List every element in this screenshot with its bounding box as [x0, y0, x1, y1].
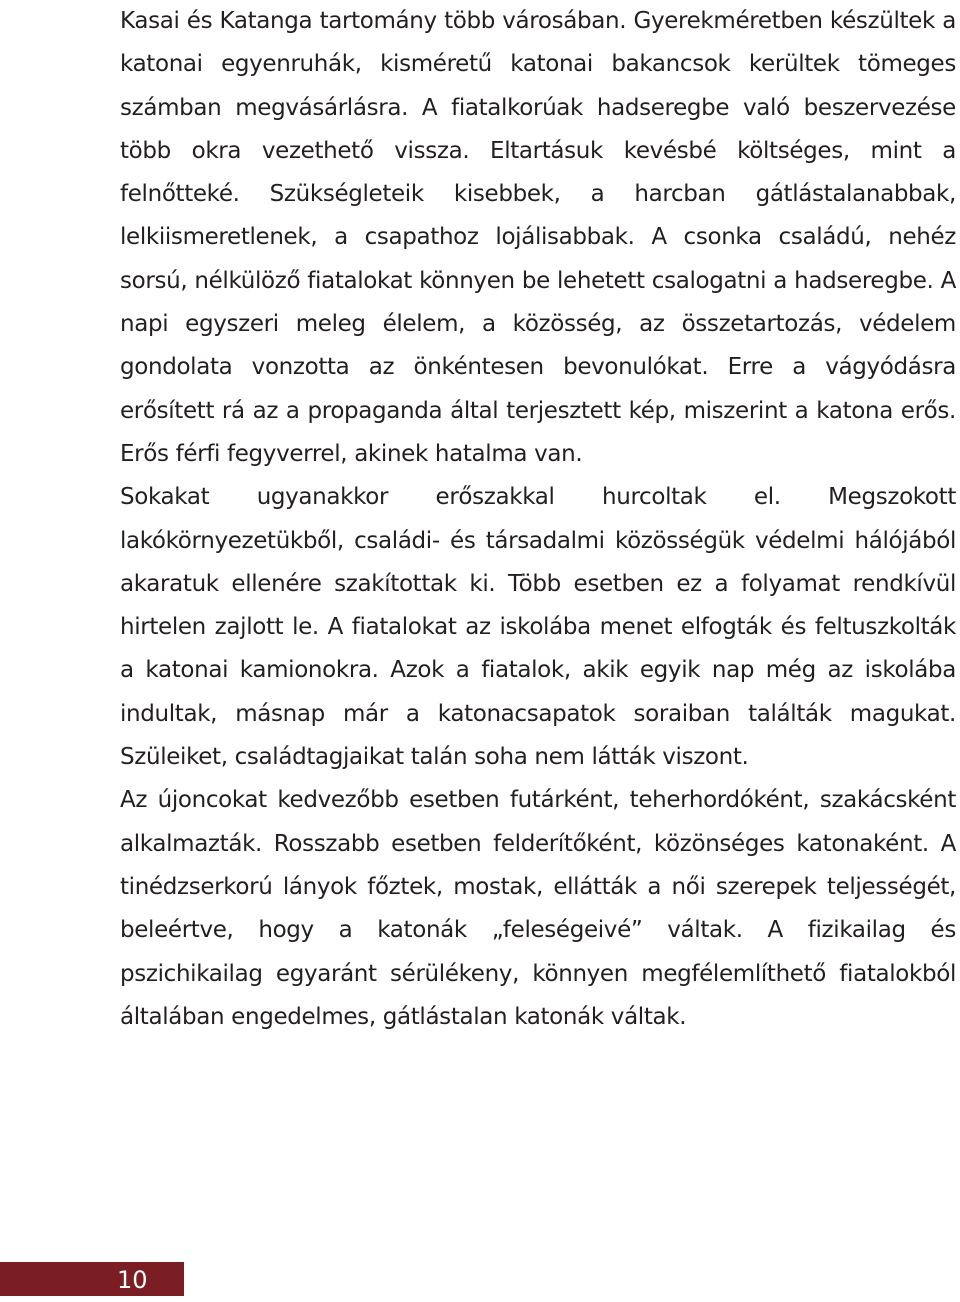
paragraph: Kasai és Katanga tartomány több városában. Gyerekméretben készültek a katonai egyenruhák, kisméretű katonai bakancsok kerültek tömeges számban megvásárlásra. A fiatalkorúak hadseregbe való beszervezése több okra vezethető vissza. Eltartásuk kevésbé költséges, mint a felnőtteké. Szükségleteik kisebbek, a harcban gátlástalanabbak, lelkiismeretlenek, a csapathoz lojálisabbak. A csonka családú, nehéz sorsú, nélkülöző fiatalokat könnyen be lehetett csalogatni a hadseregbe. A napi egyszeri meleg élelem, a közösség, az összetartozás, védelem gondolata vonzotta az önkéntesen bevonulókat. Erre a vágyódásra erősített rá az a propaganda által terjesztett kép, miszerint a katona erős. Erős férfi fegyverrel, akinek hatalma van.: [120, 8, 956, 467]
body-text: [120, 0, 956, 1039]
page-number: 10: [117, 1266, 148, 1294]
paragraph: Sokakat ugyanakkor erőszakkal hurcoltak el. Megszokott lakókörnyezetükből, családi- és társadalmi közösségük védelmi hálójából akaratuk ellenére szakítottak ki. Több esetben ez a folyamat rendkívül hirtelen zajlott le. A fiatalokat az iskolába menet elfogták és feltuszkolták a katonai kamionokra. Azok a fiatalok, akik egyik nap még az iskolába indultak, másnap már a katonacsapatok soraiban találták magukat. Szüleiket, családtagjaikat talán soha nem látták viszont.: [120, 484, 956, 771]
paragraph: Az újoncokat kedvezőbb esetben futárként, teherhordóként, szakácsként alkalmazták. Rosszabb esetben felderítőként, közönséges katonaként. A tinédzserkorú lányok főztek, mostak, ellátták a női szerepek teljességét, beleértve, hogy a katonák „feleségeivé” váltak. A fizikailag és pszichikailag egyaránt sérülékeny, könnyen megfélemlíthető fiatalokból általában engedelmes, gátlástalan katonák váltak.: [120, 787, 956, 1030]
